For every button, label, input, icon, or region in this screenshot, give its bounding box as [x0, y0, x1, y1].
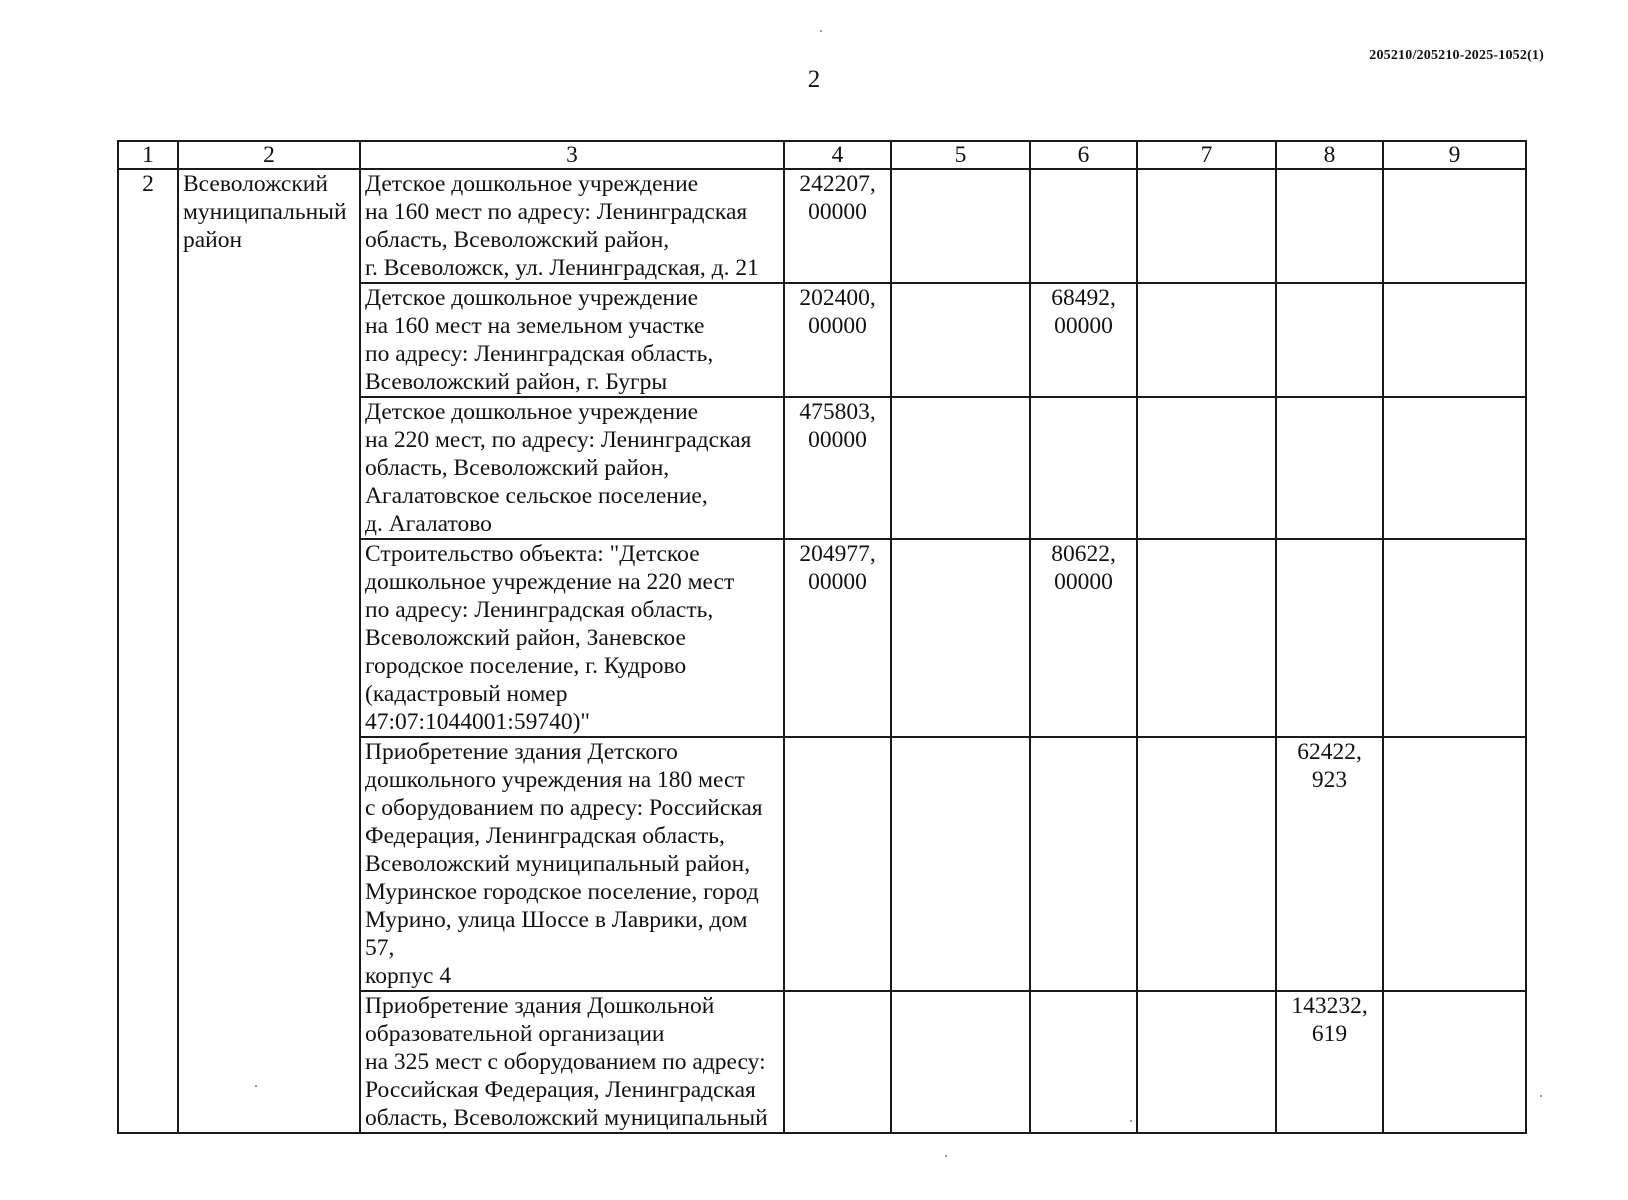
- column-number: 9: [1383, 141, 1526, 169]
- scan-speck: [1540, 1095, 1542, 1097]
- object-description: Детское дошкольное учреждение на 220 мест, по адресу: Ленинградская область, Всеволожский район, Агалатовское сельское поселение, д. Агалатово: [360, 397, 784, 539]
- value-col8: [1276, 397, 1383, 539]
- value-col9: [1383, 991, 1526, 1133]
- value-col7: [1137, 169, 1276, 283]
- value-col9: [1383, 397, 1526, 539]
- value-col4: 204977, 00000: [784, 539, 891, 737]
- scan-speck: [820, 30, 822, 32]
- value-col7: [1137, 737, 1276, 991]
- page-number: 2: [807, 66, 821, 93]
- value-col9: [1383, 283, 1526, 397]
- value-col8: [1276, 169, 1383, 283]
- value-col9: [1383, 539, 1526, 737]
- value-col4: 242207, 00000: [784, 169, 891, 283]
- table-row: [118, 169, 1526, 283]
- column-number: 5: [891, 141, 1030, 169]
- value-col5: [891, 539, 1030, 737]
- value-col6: 68492, 00000: [1030, 283, 1137, 397]
- column-number: 1: [118, 141, 178, 169]
- value-col5: [891, 283, 1030, 397]
- document-id: 205210/205210-2025-1052(1): [1369, 48, 1544, 63]
- object-description: Приобретение здания Дошкольной образовательной организации на 325 мест с оборудованием по адресу: Российская Федерация, Ленинградская область, Всеволожский муниципальный: [360, 991, 784, 1133]
- value-col7: [1137, 397, 1276, 539]
- value-col6: [1030, 397, 1137, 539]
- column-number: 7: [1137, 141, 1276, 169]
- value-col4: 202400, 00000: [784, 283, 891, 397]
- district-name: Всеволожский муниципальный район: [178, 169, 360, 1133]
- value-col6: [1030, 169, 1137, 283]
- value-col4: [784, 991, 891, 1133]
- column-number: 3: [360, 141, 784, 169]
- object-description: Приобретение здания Детского дошкольного учреждения на 180 мест с оборудованием по адресу: Российская Федерация, Ленинградская область, Всеволожский муниципальный район, Муринское городское поселение, город Мурино, улица Шоссе в Лаврики, дом 57, корпус 4: [360, 737, 784, 991]
- value-col7: [1137, 539, 1276, 737]
- object-description: Детское дошкольное учреждение на 160 мест по адресу: Ленинградская область, Всеволожский район, г. Всеволожск, ул. Ленинградская, д. 21: [360, 169, 784, 283]
- value-col4: [784, 737, 891, 991]
- value-col5: [891, 991, 1030, 1133]
- value-col7: [1137, 991, 1276, 1133]
- column-number: 8: [1276, 141, 1383, 169]
- column-number-row: [118, 141, 1526, 169]
- object-description: Детское дошкольное учреждение на 160 мест на земельном участке по адресу: Ленинградская область, Всеволожский район, г. Бугры: [360, 283, 784, 397]
- value-col5: [891, 737, 1030, 991]
- value-col4: 475803, 00000: [784, 397, 891, 539]
- value-col7: [1137, 283, 1276, 397]
- value-col9: [1383, 169, 1526, 283]
- value-col8: [1276, 539, 1383, 737]
- value-col8: [1276, 283, 1383, 397]
- row-index: 2: [118, 169, 178, 1133]
- column-number: 2: [178, 141, 360, 169]
- object-description: Строительство объекта: "Детское дошкольное учреждение на 220 мест по адресу: Ленинградская область, Всеволожский район, Заневское городское поселение, г. Кудрово (кадастровый номер 47:07:1044001:59740)": [360, 539, 784, 737]
- scan-speck: [1130, 1120, 1132, 1122]
- data-table: [117, 140, 1527, 1134]
- value-col8: 62422, 923: [1276, 737, 1383, 991]
- value-col6: 80622, 00000: [1030, 539, 1137, 737]
- value-col6: [1030, 737, 1137, 991]
- value-col9: [1383, 737, 1526, 991]
- value-col8: 143232, 619: [1276, 991, 1383, 1133]
- value-col6: [1030, 991, 1137, 1133]
- scan-speck: [255, 1085, 257, 1087]
- value-col5: [891, 169, 1030, 283]
- data-table-container: [117, 140, 1527, 1134]
- scan-speck: [945, 1155, 947, 1157]
- column-number: 6: [1030, 141, 1137, 169]
- column-number: 4: [784, 141, 891, 169]
- value-col5: [891, 397, 1030, 539]
